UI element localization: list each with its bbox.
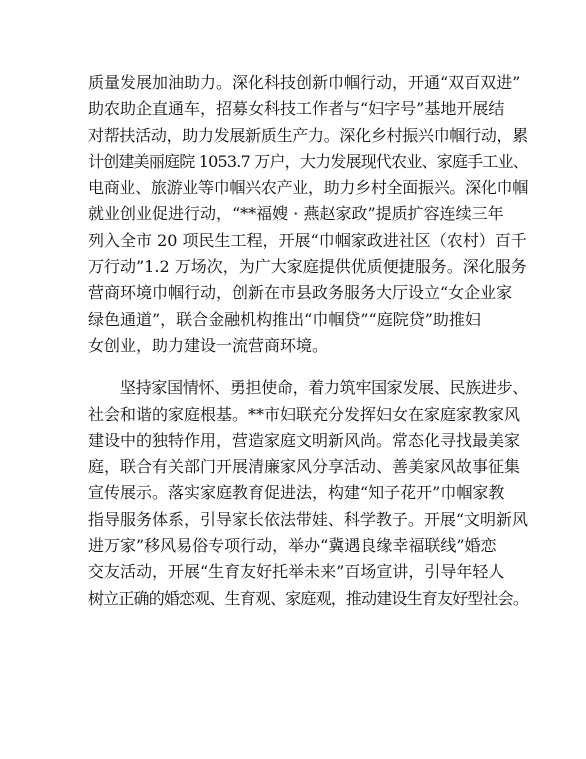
text-line: 质量发展加油助力。深化科技创新巾帼行动，开通“双百双进”: [88, 73, 521, 92]
text-line: 列入全市 20 项民生工程，开展“巾帼家政进社区（农村）百千: [88, 230, 527, 250]
text-line-first-indented: 坚持家国情怀、勇担使命，着力筑牢国家发展、民族进步、: [120, 378, 528, 398]
text-line: 助农助企直通车，招募女科技工作者与“妇字号”基地开展结: [88, 99, 505, 119]
text-line: 进万家”移风易俗专项行动，举办“冀遇良缘幸福联线”婚恋: [88, 536, 497, 556]
text-line: 宣传展示。落实家庭教育促进法，构建“知子花开”巾帼家教: [88, 483, 505, 503]
document-body: [88, 70, 528, 612]
text-line: 指导服务体系，引导家长依法带娃、科学教子。开展“文明新风: [88, 509, 528, 529]
text-line: 建设中的独特作用，营造家庭文明新风尚。常态化寻找最美家: [88, 430, 521, 450]
text-line: 万行动”1.2 万场次，为广大家庭提供优质便捷服务。深化服务: [88, 257, 527, 277]
text-line: 女创业，助力建设一流营商环境。: [88, 335, 329, 355]
text-line: 交友活动，开展“生育友好托举未来”百场宣讲，引导年轻人: [88, 562, 505, 582]
text-line: 树立正确的婚恋观、生育观、家庭观，推动建设生育友好型社会。: [88, 588, 528, 608]
text-line: 营商环境巾帼行动，创新在市县政务服务大厅设立“女企业家: [88, 283, 513, 303]
text-line: 计创建美丽庭院 1053.7 万户，大力发展现代农业、家庭手工业、: [88, 151, 528, 171]
text-line: 电商业、旅游业等巾帼兴农产业，助力乡村全面振兴。深化巾帼: [88, 178, 528, 198]
text-line: 社会和谐的家庭根基。**市妇联充分发挥妇女在家庭家教家风: [88, 404, 521, 424]
paragraph-1: [88, 70, 528, 359]
text-line: 就业创业促进行动，“**福嫂 · 燕赵家政”提质扩容连续三年: [88, 204, 504, 224]
text-line: 对帮扶活动，助力发展新质生产力。深化乡村振兴巾帼行动，累: [88, 125, 528, 145]
text-line: 庭，联合有关部门开展清廉家风分享活动、善美家风故事征集: [88, 457, 521, 477]
paragraph-2: [88, 375, 528, 612]
paragraph-spacer: [88, 359, 520, 375]
text-line: 绿色通道”，联合金融机构推出“巾帼贷”“庭院贷”助推妇: [88, 309, 481, 329]
